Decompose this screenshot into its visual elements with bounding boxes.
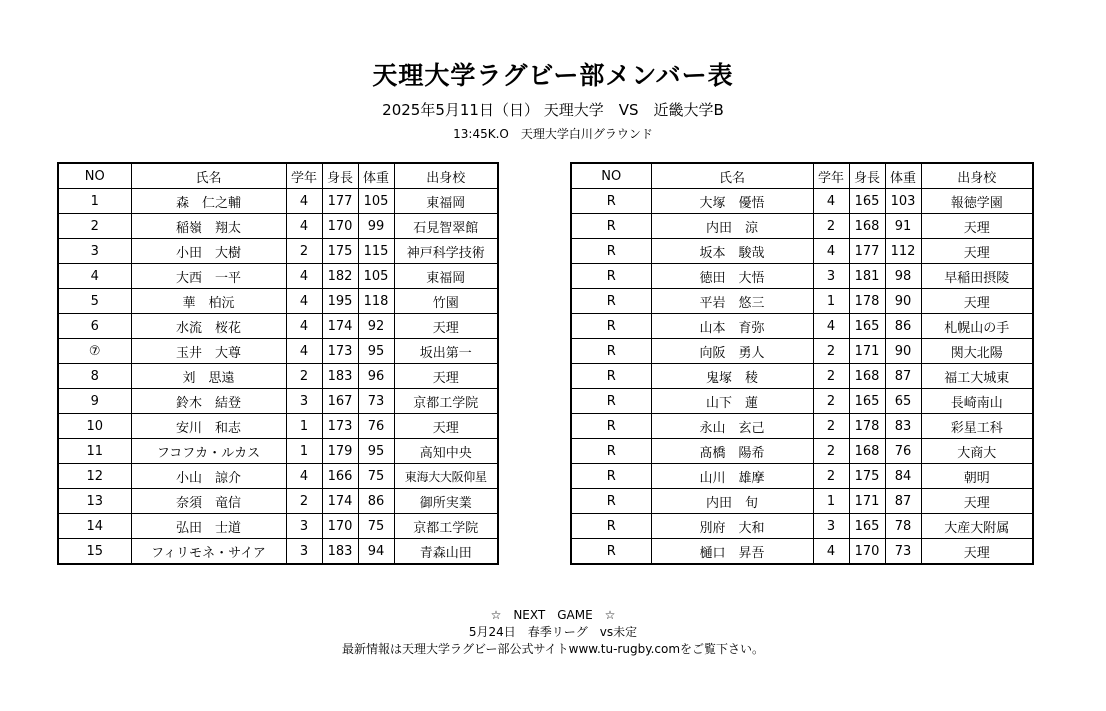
header-row — [58, 163, 498, 189]
cell-weight: 83 — [885, 414, 921, 439]
cell-no: 4 — [58, 264, 131, 289]
cell-weight: 94 — [358, 539, 394, 565]
cell-height: 165 — [849, 314, 885, 339]
cell-school: 天理 — [394, 414, 498, 439]
match-info: 2025年5月11日（日） 天理大学 VS 近畿大学B — [382, 101, 724, 119]
column-header-weight: 体重 — [358, 163, 394, 189]
cell-no: R — [571, 289, 651, 314]
cell-grade: 4 — [286, 314, 322, 339]
cell-height: 173 — [322, 339, 358, 364]
cell-grade: 1 — [286, 414, 322, 439]
cell-height: 178 — [849, 289, 885, 314]
cell-grade: 3 — [813, 514, 849, 539]
starters-table — [57, 162, 499, 565]
cell-grade: 4 — [813, 314, 849, 339]
cell-no: R — [571, 414, 651, 439]
cell-no: R — [571, 539, 651, 565]
cell-grade: 1 — [286, 439, 322, 464]
cell-name: 別府 大和 — [651, 514, 813, 539]
cell-height: 174 — [322, 314, 358, 339]
cell-no: R — [571, 314, 651, 339]
cell-weight: 65 — [885, 389, 921, 414]
cell-grade: 2 — [286, 364, 322, 389]
cell-height: 170 — [322, 514, 358, 539]
cell-name: 山本 育弥 — [651, 314, 813, 339]
table-row — [58, 414, 498, 439]
kickoff-info: 13:45K.O 天理大学白川グラウンド — [453, 127, 653, 141]
cell-height: 165 — [849, 389, 885, 414]
cell-weight: 87 — [885, 489, 921, 514]
cell-name: 鈴木 結登 — [131, 389, 286, 414]
cell-weight: 78 — [885, 514, 921, 539]
cell-name: 稲嶺 翔太 — [131, 214, 286, 239]
cell-no: R — [571, 439, 651, 464]
cell-grade: 2 — [813, 339, 849, 364]
cell-no: R — [571, 264, 651, 289]
cell-no: 3 — [58, 239, 131, 264]
cell-school: 彩星工科 — [921, 414, 1033, 439]
column-header-school: 出身校 — [394, 163, 498, 189]
table-row — [571, 214, 1033, 239]
cell-weight: 90 — [885, 289, 921, 314]
cell-school: 福工大城東 — [921, 364, 1033, 389]
cell-height: 168 — [849, 364, 885, 389]
cell-school: 坂出第一 — [394, 339, 498, 364]
cell-grade: 4 — [286, 189, 322, 214]
cell-name: 永山 玄己 — [651, 414, 813, 439]
cell-school: 大商大 — [921, 439, 1033, 464]
cell-weight: 115 — [358, 239, 394, 264]
cell-grade: 1 — [813, 489, 849, 514]
cell-name: 小田 大樹 — [131, 239, 286, 264]
table-row — [571, 339, 1033, 364]
cell-name: 内田 旬 — [651, 489, 813, 514]
column-header-grade: 学年 — [286, 163, 322, 189]
table-row — [58, 239, 498, 264]
cell-grade: 2 — [813, 464, 849, 489]
next-game-detail: 5月24日 春季リーグ vs未定 — [468, 625, 638, 639]
cell-height: 181 — [849, 264, 885, 289]
cell-school: 東福岡 — [394, 189, 498, 214]
cell-height: 170 — [849, 539, 885, 565]
cell-grade: 2 — [813, 214, 849, 239]
cell-weight: 95 — [358, 339, 394, 364]
column-header-no: NO — [571, 163, 651, 189]
cell-weight: 103 — [885, 189, 921, 214]
cell-weight: 96 — [358, 364, 394, 389]
cell-height: 168 — [849, 214, 885, 239]
cell-name: 鬼塚 稜 — [651, 364, 813, 389]
cell-no: 15 — [58, 539, 131, 565]
cell-no: 6 — [58, 314, 131, 339]
cell-height: 175 — [849, 464, 885, 489]
page-title: 天理大学ラグビー部メンバー表 — [372, 61, 734, 90]
cell-grade: 1 — [813, 289, 849, 314]
column-header-name: 氏名 — [651, 163, 813, 189]
cell-grade: 4 — [286, 264, 322, 289]
cell-school: 札幌山の手 — [921, 314, 1033, 339]
table-row — [58, 339, 498, 364]
table-row — [571, 464, 1033, 489]
cell-no: R — [571, 189, 651, 214]
cell-no: ⑦ — [58, 339, 131, 364]
cell-name: 大西 一平 — [131, 264, 286, 289]
cell-grade: 4 — [286, 464, 322, 489]
cell-height: 170 — [322, 214, 358, 239]
cell-grade: 2 — [813, 364, 849, 389]
cell-name: 山川 雄摩 — [651, 464, 813, 489]
table-row — [571, 414, 1033, 439]
cell-grade: 4 — [286, 289, 322, 314]
cell-height: 168 — [849, 439, 885, 464]
cell-weight: 91 — [885, 214, 921, 239]
next-game-heading: ☆ NEXT GAME ☆ — [490, 608, 616, 622]
table-row — [571, 489, 1033, 514]
cell-height: 182 — [322, 264, 358, 289]
cell-school: 京都工学院 — [394, 514, 498, 539]
cell-name: フィリモネ・サイア — [131, 539, 286, 565]
cell-name: 玉井 大尊 — [131, 339, 286, 364]
cell-weight: 98 — [885, 264, 921, 289]
cell-name: 樋口 昇吾 — [651, 539, 813, 565]
table-row — [58, 264, 498, 289]
cell-name: 水流 桜花 — [131, 314, 286, 339]
cell-height: 178 — [849, 414, 885, 439]
cell-school: 長崎南山 — [921, 389, 1033, 414]
column-header-grade: 学年 — [813, 163, 849, 189]
cell-weight: 86 — [358, 489, 394, 514]
table-row — [58, 439, 498, 464]
cell-school: 天理 — [921, 539, 1033, 565]
cell-name: 徳田 大悟 — [651, 264, 813, 289]
cell-no: 8 — [58, 364, 131, 389]
cell-name: 向阪 勇人 — [651, 339, 813, 364]
reserves-table — [570, 162, 1034, 565]
cell-weight: 105 — [358, 189, 394, 214]
cell-school: 天理 — [394, 314, 498, 339]
table-row — [571, 364, 1033, 389]
cell-name: 安川 和志 — [131, 414, 286, 439]
table-row — [571, 264, 1033, 289]
cell-no: 9 — [58, 389, 131, 414]
cell-weight: 99 — [358, 214, 394, 239]
table-row — [571, 239, 1033, 264]
cell-grade: 3 — [813, 264, 849, 289]
cell-school: 青森山田 — [394, 539, 498, 565]
cell-weight: 105 — [358, 264, 394, 289]
cell-weight: 84 — [885, 464, 921, 489]
cell-grade: 2 — [813, 389, 849, 414]
cell-height: 175 — [322, 239, 358, 264]
cell-height: 165 — [849, 189, 885, 214]
cell-school: 東福岡 — [394, 264, 498, 289]
cell-school: 高知中央 — [394, 439, 498, 464]
cell-weight: 95 — [358, 439, 394, 464]
cell-name: 小山 諒介 — [131, 464, 286, 489]
table-row — [58, 289, 498, 314]
cell-no: R — [571, 239, 651, 264]
cell-no: R — [571, 364, 651, 389]
cell-height: 177 — [849, 239, 885, 264]
cell-school: 報徳学園 — [921, 189, 1033, 214]
cell-grade: 2 — [813, 439, 849, 464]
cell-height: 171 — [849, 489, 885, 514]
cell-height: 173 — [322, 414, 358, 439]
table-row — [58, 539, 498, 565]
cell-grade: 4 — [813, 239, 849, 264]
cell-no: 2 — [58, 214, 131, 239]
table-row — [58, 189, 498, 214]
table-row — [58, 514, 498, 539]
cell-no: R — [571, 214, 651, 239]
table-row — [58, 364, 498, 389]
cell-weight: 75 — [358, 514, 394, 539]
cell-name: 髙橋 陽希 — [651, 439, 813, 464]
table-row — [571, 289, 1033, 314]
cell-school: 御所実業 — [394, 489, 498, 514]
cell-no: 12 — [58, 464, 131, 489]
cell-school: 早稲田摂陵 — [921, 264, 1033, 289]
cell-no: 5 — [58, 289, 131, 314]
cell-school: 朝明 — [921, 464, 1033, 489]
cell-no: 10 — [58, 414, 131, 439]
cell-school: 天理 — [921, 239, 1033, 264]
cell-grade: 4 — [286, 214, 322, 239]
cell-name: 弘田 士道 — [131, 514, 286, 539]
cell-school: 天理 — [921, 489, 1033, 514]
cell-no: R — [571, 339, 651, 364]
cell-height: 165 — [849, 514, 885, 539]
column-header-height: 身長 — [322, 163, 358, 189]
cell-height: 167 — [322, 389, 358, 414]
cell-height: 179 — [322, 439, 358, 464]
cell-weight: 92 — [358, 314, 394, 339]
cell-school: 天理 — [921, 289, 1033, 314]
table-row — [571, 314, 1033, 339]
cell-no: R — [571, 389, 651, 414]
table-row — [58, 314, 498, 339]
table-row — [58, 214, 498, 239]
header-row — [571, 163, 1033, 189]
cell-name: 華 柏沅 — [131, 289, 286, 314]
table-row — [58, 389, 498, 414]
cell-no: R — [571, 489, 651, 514]
cell-height: 166 — [322, 464, 358, 489]
cell-no: 13 — [58, 489, 131, 514]
cell-no: 11 — [58, 439, 131, 464]
cell-height: 171 — [849, 339, 885, 364]
table-row — [58, 489, 498, 514]
cell-school: 東海大大阪仰星 — [394, 464, 498, 489]
cell-school: 石見智翠館 — [394, 214, 498, 239]
cell-weight: 73 — [358, 389, 394, 414]
cell-name: フコフカ・ルカス — [131, 439, 286, 464]
column-header-weight: 体重 — [885, 163, 921, 189]
cell-grade: 2 — [813, 414, 849, 439]
cell-grade: 3 — [286, 389, 322, 414]
cell-height: 195 — [322, 289, 358, 314]
cell-school: 竹園 — [394, 289, 498, 314]
table-row — [571, 514, 1033, 539]
cell-weight: 112 — [885, 239, 921, 264]
cell-weight: 87 — [885, 364, 921, 389]
cell-grade: 3 — [286, 539, 322, 565]
cell-school: 神戸科学技術 — [394, 239, 498, 264]
cell-grade: 4 — [286, 339, 322, 364]
table-row — [58, 464, 498, 489]
cell-name: 内田 涼 — [651, 214, 813, 239]
cell-name: 刘 思遠 — [131, 364, 286, 389]
cell-no: R — [571, 514, 651, 539]
cell-school: 天理 — [921, 214, 1033, 239]
cell-weight: 90 — [885, 339, 921, 364]
cell-name: 平岩 悠三 — [651, 289, 813, 314]
cell-weight: 76 — [358, 414, 394, 439]
cell-grade: 3 — [286, 514, 322, 539]
cell-weight: 75 — [358, 464, 394, 489]
column-header-school: 出身校 — [921, 163, 1033, 189]
cell-school: 関大北陽 — [921, 339, 1033, 364]
cell-grade: 4 — [813, 189, 849, 214]
cell-height: 183 — [322, 364, 358, 389]
cell-no: 1 — [58, 189, 131, 214]
cell-name: 奈須 竜信 — [131, 489, 286, 514]
official-site-info: 最新情報は天理大学ラグビー部公式サイトwww.tu-rugby.comをご覧下さい。 — [341, 642, 765, 656]
table-row — [571, 189, 1033, 214]
cell-height: 174 — [322, 489, 358, 514]
cell-weight: 86 — [885, 314, 921, 339]
cell-grade: 4 — [813, 539, 849, 565]
cell-school: 京都工学院 — [394, 389, 498, 414]
cell-no: R — [571, 464, 651, 489]
table-row — [571, 539, 1033, 565]
cell-name: 山下 蓮 — [651, 389, 813, 414]
cell-school: 大産大附属 — [921, 514, 1033, 539]
cell-grade: 2 — [286, 239, 322, 264]
cell-height: 183 — [322, 539, 358, 565]
cell-grade: 2 — [286, 489, 322, 514]
cell-school: 天理 — [394, 364, 498, 389]
column-header-height: 身長 — [849, 163, 885, 189]
cell-weight: 73 — [885, 539, 921, 565]
column-header-name: 氏名 — [131, 163, 286, 189]
cell-no: 14 — [58, 514, 131, 539]
cell-name: 坂本 駿哉 — [651, 239, 813, 264]
table-row — [571, 389, 1033, 414]
footer — [0, 607, 1106, 658]
cell-name: 大塚 優悟 — [651, 189, 813, 214]
cell-weight: 118 — [358, 289, 394, 314]
cell-weight: 76 — [885, 439, 921, 464]
column-header-no: NO — [58, 163, 131, 189]
cell-height: 177 — [322, 189, 358, 214]
table-row — [571, 439, 1033, 464]
cell-name: 森 仁之輔 — [131, 189, 286, 214]
